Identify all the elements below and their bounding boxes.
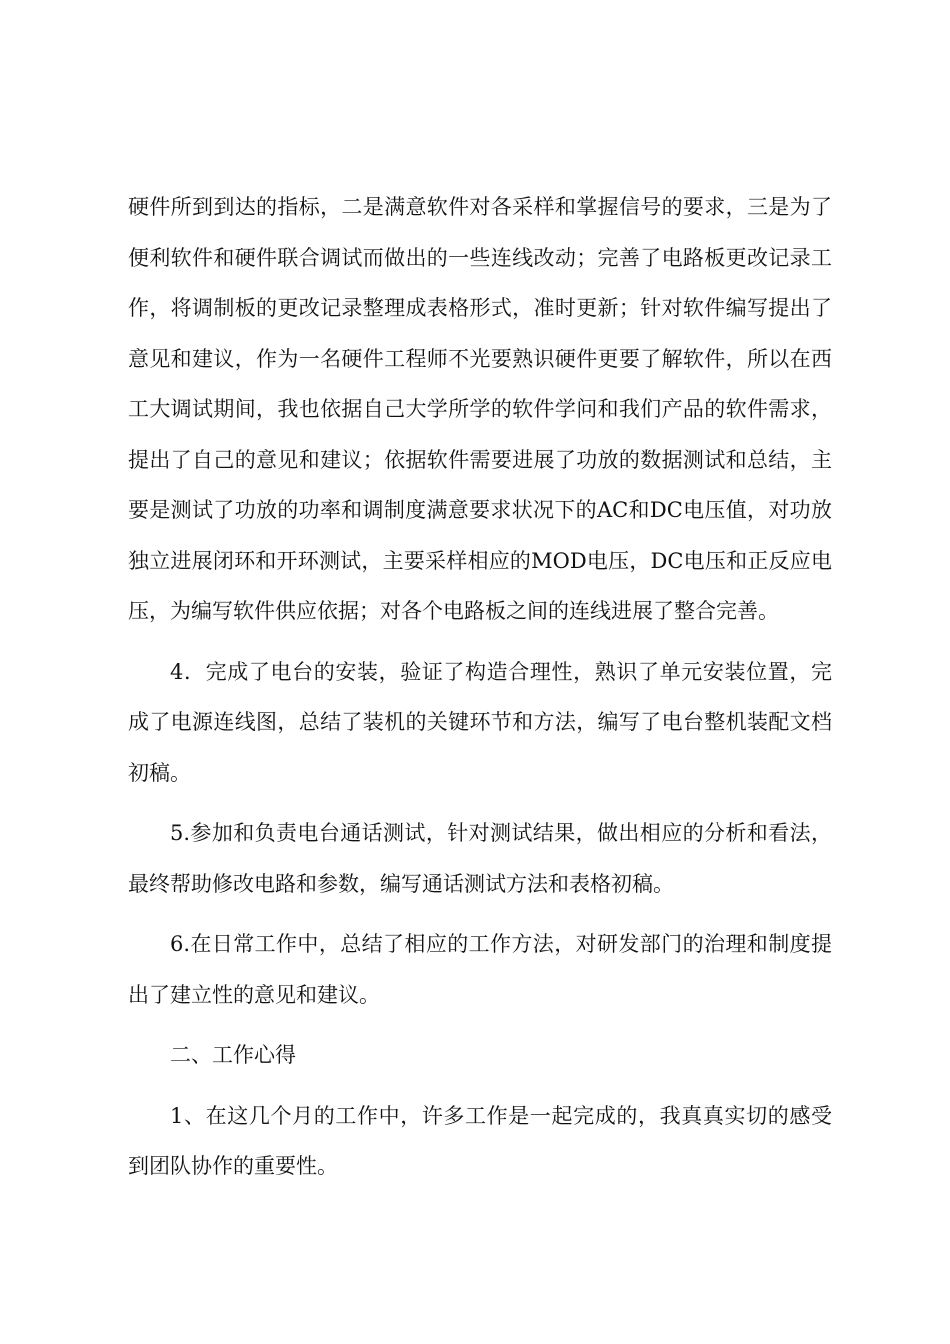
paragraph-continuation: 硬件所到到达的指标，二是满意软件对各采样和掌握信号的要求，三是为了便利软件和硬件联合调试而做出的一些连线改动；完善了电路板更改记录工作，将调制板的更改记录整理成表格形式，准时更新；针对软件编写提出了意见和建议，作为一名硬件工程师不光要熟识硬件更要了解软件，所以在西工大调试期间，我也依据自己大学所学的软件学问和我们产品的软件需求，提出了自己的意见和建议；依据软件需要进展了功放的数据测试和总结，主要是测试了功放的功率和调制度满意要求状况下的AC和DC电压值，对功放独立进展闭环和开环测试，主要采样相应的MOD电压，DC电压和正反应电压，为编写软件供应依据；对各个电路板之间的连线进展了整合完善。 <box>128 195 832 623</box>
document-body <box>128 182 832 1192</box>
paragraph-item-4: 4．完成了电台的安装，验证了构造合理性，熟识了单元安装位置，完成了电源连线图，总结了装机的关键环节和方法，编写了电台整机装配文档初稿。 <box>128 659 832 785</box>
paragraph-item-5: 5.参加和负责电台通话测试，针对测试结果，做出相应的分析和看法，最终帮助修改电路和参数，编写通话测试方法和表格初稿。 <box>128 821 832 896</box>
section-heading-work-experience: 二、工作心得 <box>170 1043 296 1067</box>
paragraph-item-6: 6.在日常工作中，总结了相应的工作方法，对研发部门的治理和制度提出了建立性的意见和建议。 <box>128 932 832 1007</box>
paragraph-experience-1: 1、在这几个月的工作中，许多工作是一起完成的，我真真实切的感受到团队协作的重要性。 <box>128 1103 832 1178</box>
